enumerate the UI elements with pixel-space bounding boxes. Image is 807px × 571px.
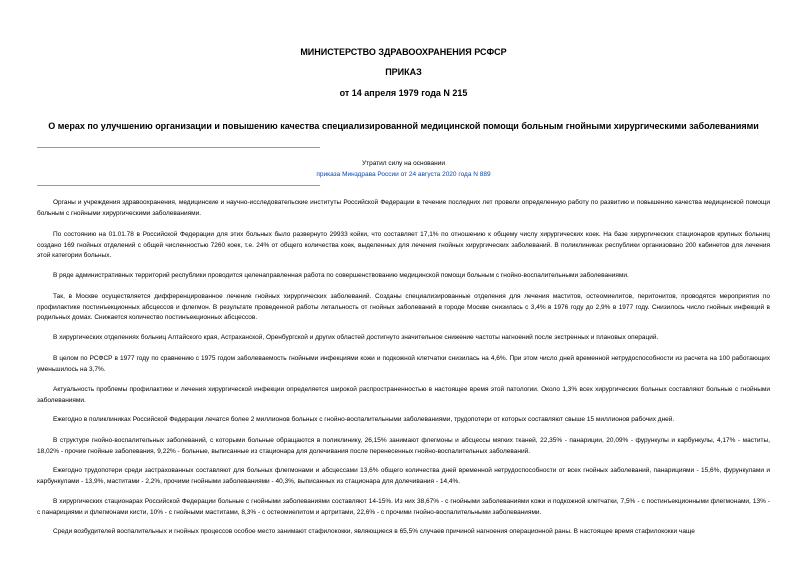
paragraph: Среди возбудителей воспалительных и гнойных процессов особое место занимают стафилококки, являющиеся в 65,5% случаев причиной нагноения операционной раны. В настоящее время стафилококки чаще bbox=[53, 528, 695, 535]
paragraph: По состоянию на 01.01.78 в Российской Федерации для этих больных было развернуто 29933 койки, что составляет 17,1% по отношению к общему числу хирургических коек. На базе хирургических стационаров крупных больниц создано 169 гнойных отделений с общей численностью 7260 коек, т.е. 24% от общего количества коек, выделенных для лечения гнойных хирургических заболеваний. В поликлиниках республики организовано 200 кабинетов для лечения этой категории больных. bbox=[37, 231, 770, 259]
document-date-number: от 14 апреля 1979 года N 215 bbox=[339, 88, 468, 98]
paragraph: Ежегодно трудопотери среди застрахованных составляют для больных флегмонами и абсцессами 13,6% общего количества дней временной нетрудоспособности от всех гнойных заболеваний, панарициями - 15,6%, фурункулами и карбункулами - 13,9%, маститами - 2,2%, прочими гнойными заболеваниями - 40,3%, выписанных из стационара для долечивания - 14,4%. bbox=[37, 467, 770, 485]
ministry-title: МИНИСТЕРСТВО ЗДРАВООХРАНЕНИЯ РСФСР bbox=[300, 47, 507, 57]
paragraph: В структуре гнойно-воспалительных заболеваний, с которыми больные обращаются в поликлинику, 26,15% занимают флегмоны и абсцессы мягких тканей, 22,35% - панариции, 20,09% - фурункулы и карбункулы, 4,17% - маститы, 18,02% - прочие гнойные заболевания, 9,22% - больные, выписанные из стационара для долечивания после перенесенных гнойно-воспалительных заболеваний. bbox=[37, 437, 770, 455]
paragraph: Так, в Москве осуществляется дифференцированное лечение гнойных хирургических заболеваний. Созданы специализированные отделения для лечения маститов, остеомиелитов, перитонитов, проводятся мероприятия по профилактике постинъекционных абсцессов и флегмон. В результате проведенной работы летальность от гнойных заболеваний в городе Москве снизилась с 3,4% в 1976 году до 2,9% в 1977 году. Снизилось число гнойных инфекций в родильных домах. Снижается количество постинъекционных абсцессов. bbox=[37, 293, 770, 321]
status-note-link-line bbox=[0, 170, 807, 179]
document-type: ПРИКАЗ bbox=[385, 67, 422, 77]
document-subject: О мерах по улучшению организации и повышению качества специализированной медицинской помощи больным гнойными хирургическими заболеваниями bbox=[48, 121, 759, 131]
top-divider bbox=[37, 147, 320, 148]
paragraph: В ряде административных территорий республики проводится целенаправленная работа по совершенствованию медицинской помощи больным с гнойно-воспалительными заболеваниями. bbox=[53, 272, 629, 279]
status-note-text: Утратил силу на основании bbox=[361, 160, 446, 167]
paragraph: В хирургических отделениях больниц Алтайского края, Астраханской, Оренбургской и других областей достигнуто значительное снижение частоты нагноений после экстренных и плановых операций. bbox=[53, 334, 659, 341]
paragraph: В хирургических стационарах Российской Федерации больные с гнойными заболеваниями составляют 14-15%. Из них 38,67% - с гнойными заболеваниями кожи и подкожной клетчатки, 7,5% - с постинъекционными флегмонами, 13% - с панарициями и флегмонами кисти, 10% - с гнойными маститами, 8,3% - с остеомиелитом и артритами, 22,6% - с прочими гнойно-воспалительными заболеваниями. bbox=[37, 498, 770, 516]
repeal-order-link[interactable]: приказа Минздрава России от 24 августа 2020 года N 889 bbox=[316, 171, 491, 178]
paragraph: Ежегодно в поликлиниках Российской Федерации лечатся более 2 миллионов больных с гнойно-воспалительными заболеваниями, трудопотери от которых составляют свыше 15 миллионов рабочих дней. bbox=[53, 416, 675, 423]
bottom-divider bbox=[37, 185, 320, 186]
paragraph: Органы и учреждения здравоохранения, медицинские и научно-исследовательские институты Российской Федерации в течение последних лет провели определенную работу по развитию и повышению качества медицинской помощи больным с гнойными хирургическими заболеваниями. bbox=[37, 199, 770, 217]
paragraph: В целом по РСФСР в 1977 году по сравнению с 1975 годом заболеваемость гнойными инфекциями кожи и подкожной клетчатки снизилась на 4,6%. При этом число дней временной нетрудоспособности из расчета на 100 работающих уменьшилось на 3,7%. bbox=[37, 355, 770, 373]
paragraph: Актуальность проблемы профилактики и лечения хирургической инфекции определяется широкой распространенностью в настоящее время этой патологии. Около 1,3% всех хирургических больных составляют больные с гнойными заболеваниями. bbox=[37, 386, 770, 404]
